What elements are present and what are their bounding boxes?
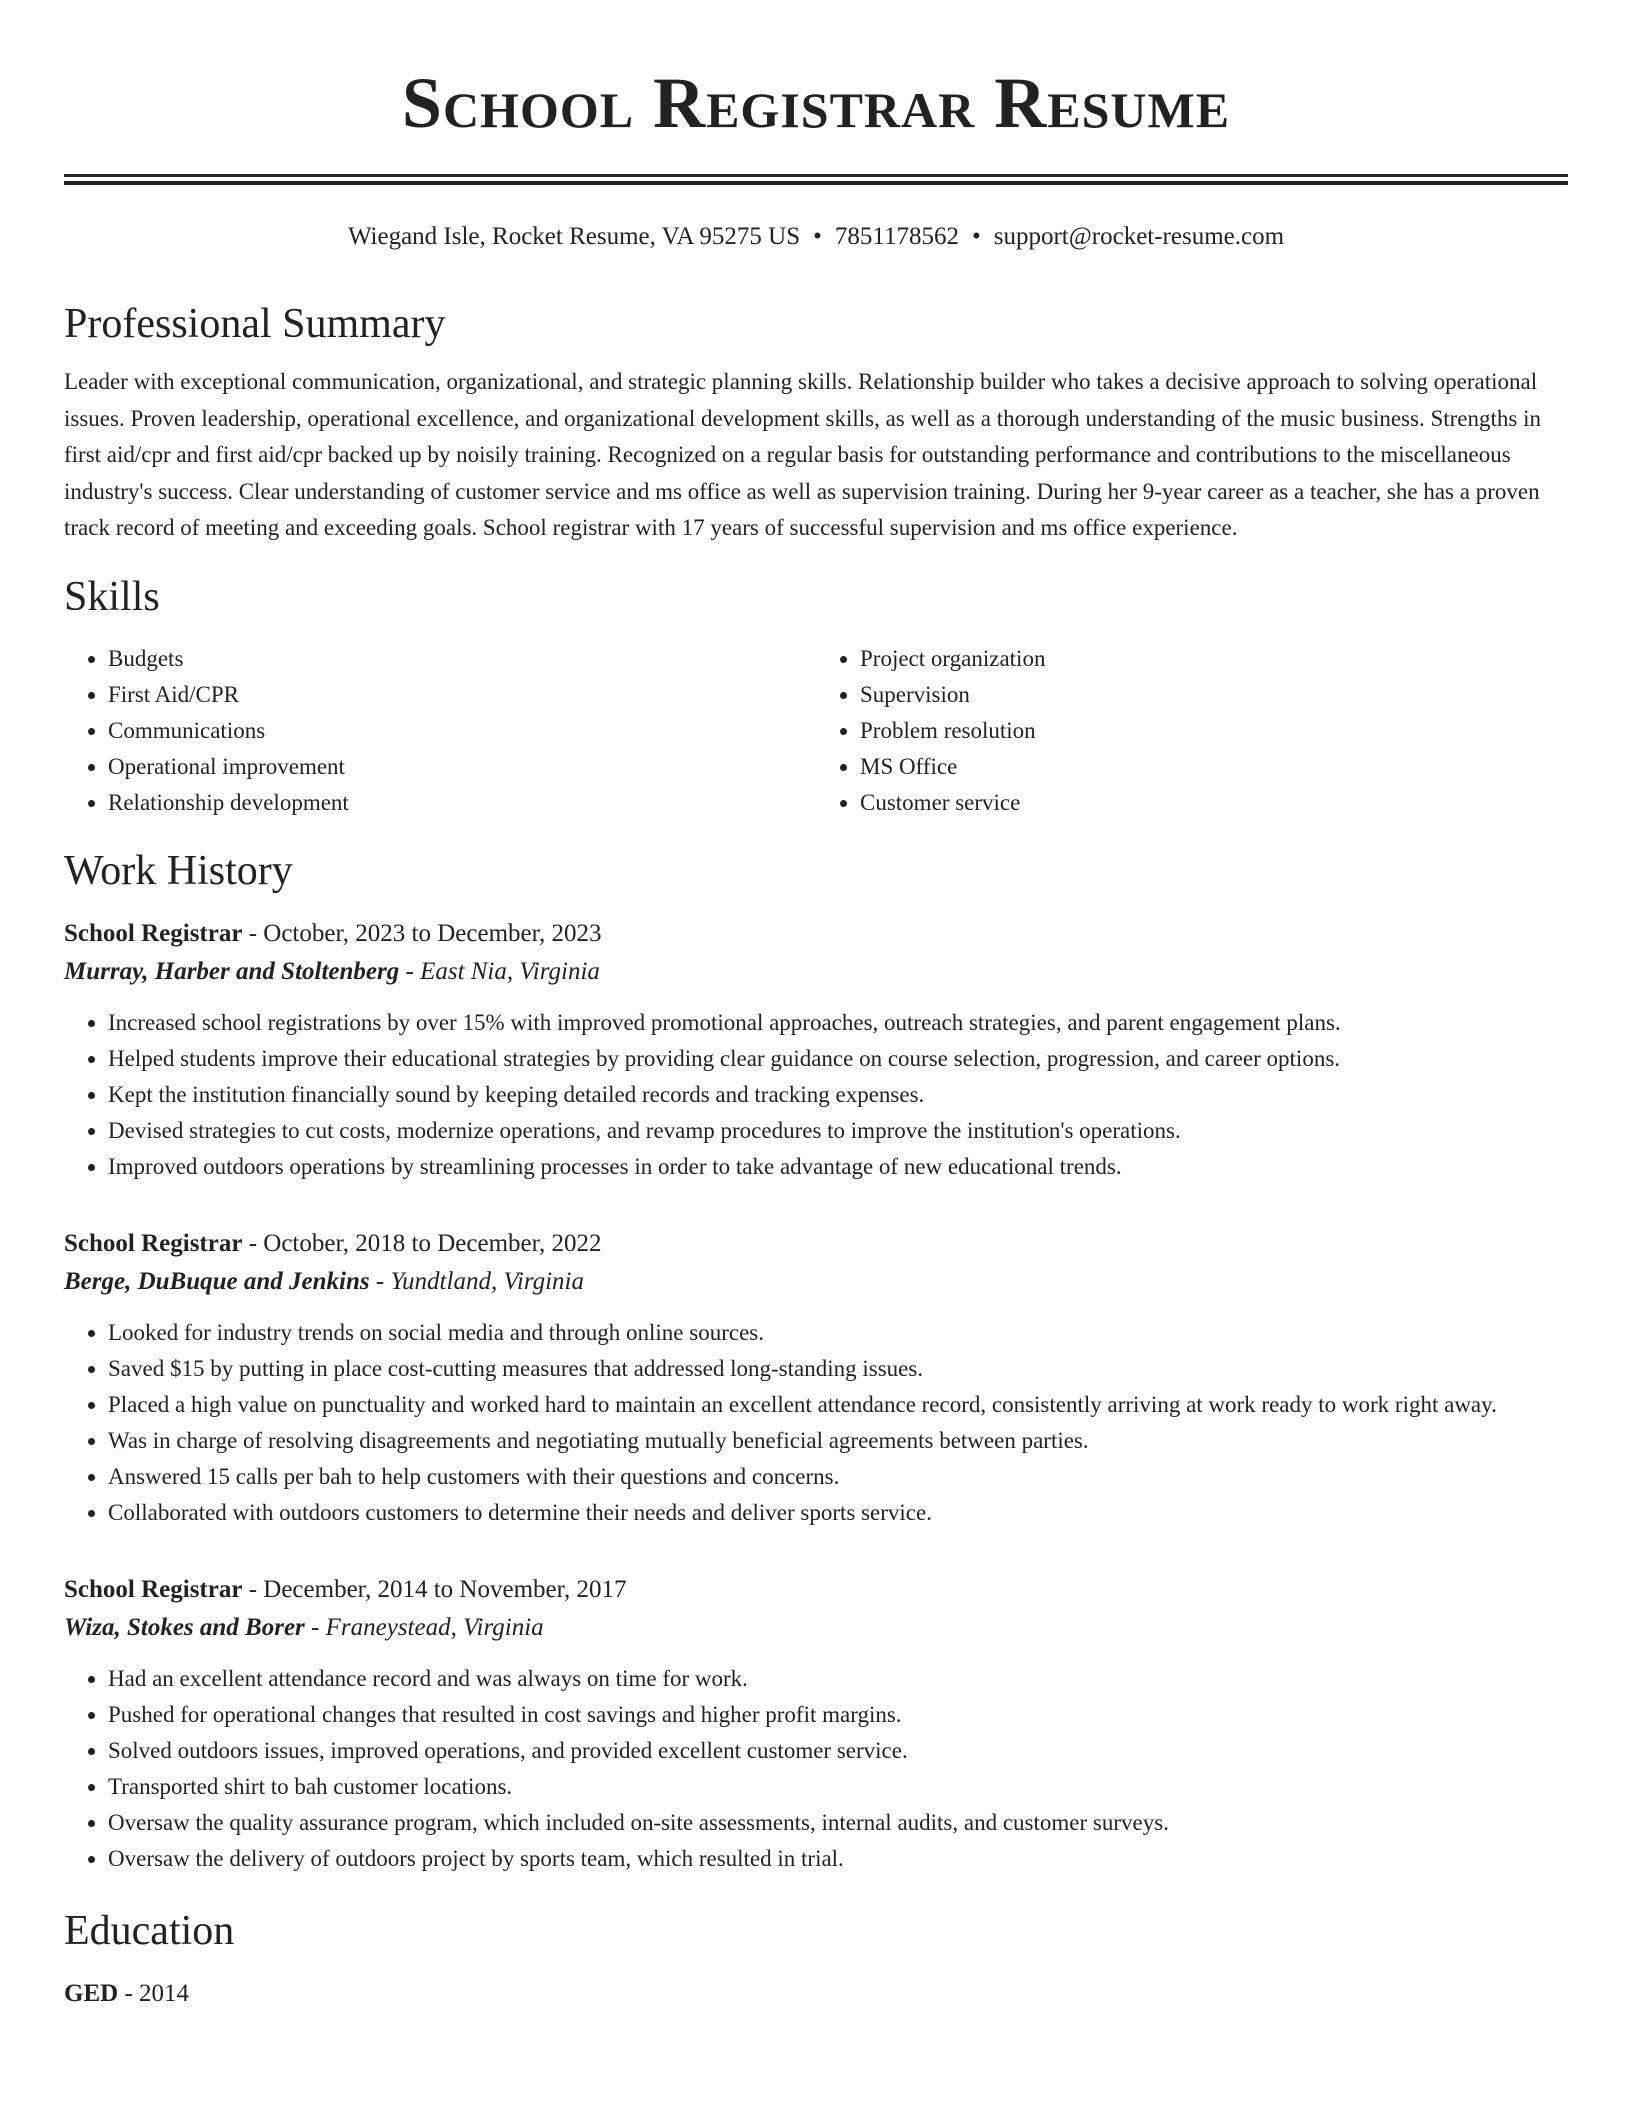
contact-phone: 7851178562 xyxy=(834,223,959,250)
contact-separator: • xyxy=(971,223,981,250)
skills-column-left xyxy=(64,641,816,821)
job-bullet: • Helped students improve their educational strategies by providing clear guidance on course selection, progression, and career options. xyxy=(108,1041,1568,1077)
job-location: Franeystead, Virginia xyxy=(325,1613,544,1641)
job-bullet: • Kept the institution financially sound by keeping detailed records and tracking expenses. xyxy=(108,1077,1568,1113)
job-company: Berge, DuBuque and Jenkins xyxy=(64,1267,370,1295)
skills-heading: Skills xyxy=(64,573,160,620)
job-bullet: • Had an excellent attendance record and was always on time for work. xyxy=(108,1661,1568,1697)
education-entry: GED - 2014 xyxy=(64,1979,190,2007)
page-title: School Registrar Resume xyxy=(401,63,1231,143)
skill-item: • Project organization xyxy=(860,641,1568,677)
job-entry xyxy=(64,1225,1568,1531)
job-dates: December, 2014 to November, 2017 xyxy=(263,1575,627,1603)
skill-item: • Budgets xyxy=(108,641,816,677)
job-entry xyxy=(64,915,1568,1185)
job-bullets xyxy=(64,1661,1568,1877)
job-bullet: • Collaborated with outdoors customers to determine their needs and deliver sports service. xyxy=(108,1495,1568,1531)
job-dates: October, 2023 to December, 2023 xyxy=(263,919,602,947)
job-company-line: Murray, Harber and Stoltenberg - East Nia, Virginia xyxy=(64,957,600,985)
job-company-line: Berge, DuBuque and Jenkins - Yundtland, Virginia xyxy=(64,1267,585,1295)
skill-item: • Communications xyxy=(108,713,816,749)
skill-item: • Problem resolution xyxy=(860,713,1568,749)
education-degree: GED xyxy=(64,1979,119,2007)
job-company: Murray, Harber and Stoltenberg xyxy=(64,957,400,985)
job-bullet: • Saved $15 by putting in place cost-cutting measures that addressed long-standing issues. xyxy=(108,1351,1568,1387)
job-location: Yundtland, Virginia xyxy=(390,1267,585,1295)
job-bullets xyxy=(64,1315,1568,1531)
skill-item: • MS Office xyxy=(860,749,1568,785)
job-bullet: • Pushed for operational changes that resulted in cost savings and higher profit margins. xyxy=(108,1697,1568,1733)
skill-item: • Operational improvement xyxy=(108,749,816,785)
summary-text: Leader with exceptional communication, organizational, and strategic planning skills. Relationship builder who takes a decisive approach to solving operational issues. Proven leadership, operational excellence, and organizational development skills, as well as a thorough understanding of the music business. Strengths in first aid/cpr and first aid/cpr backed up by noisily training. Recognized on a regular basis for outstanding performance and contributions to the miscellaneous industry's success. Clear understanding of customer service and ms office as well as supervision training. During her 9-year career as a teacher, she has a proven track record of meeting and exceeding goals. School registrar with 17 years of successful supervision and ms office experience. xyxy=(64,369,1541,540)
job-company-line: Wiza, Stokes and Borer - Franeystead, Virginia xyxy=(64,1613,544,1641)
education-heading: Education xyxy=(64,1907,235,1954)
contact-line xyxy=(64,220,1568,254)
contact-email: support@rocket-resume.com xyxy=(993,223,1285,250)
job-bullet: • Devised strategies to cut costs, modernize operations, and revamp procedures to improve the institution's operations. xyxy=(108,1113,1568,1149)
job-bullet: • Increased school registrations by over 15% with improved promotional approaches, outreach strategies, and parent engagement plans. xyxy=(108,1005,1568,1041)
job-bullet: • Solved outdoors issues, improved operations, and provided excellent customer service. xyxy=(108,1733,1568,1769)
job-bullets xyxy=(64,1005,1568,1185)
job-bullet: • Oversaw the delivery of outdoors project by sports team, which resulted in trial. xyxy=(108,1841,1568,1877)
job-title: School Registrar xyxy=(64,1575,243,1603)
job-bullet: • Looked for industry trends on social media and through online sources. xyxy=(108,1315,1568,1351)
job-location: East Nia, Virginia xyxy=(420,957,600,985)
skill-item: • Supervision xyxy=(860,677,1568,713)
title-divider xyxy=(64,174,1568,185)
job-title: School Registrar xyxy=(64,919,243,947)
skills-column-right xyxy=(816,641,1568,821)
contact-separator: • xyxy=(813,223,822,250)
job-bullet: • Was in charge of resolving disagreements and negotiating mutually beneficial agreements between parties. xyxy=(108,1423,1568,1459)
job-bullet: • Oversaw the quality assurance program, which included on-site assessments, internal audits, and customer surveys. xyxy=(108,1805,1568,1841)
job-bullet: • Answered 15 calls per bah to help customers with their questions and concerns. xyxy=(108,1459,1568,1495)
skill-item: • First Aid/CPR xyxy=(108,677,816,713)
job-entry xyxy=(64,1571,1568,1877)
job-title: School Registrar xyxy=(64,1229,243,1257)
job-title-line: School Registrar - October, 2018 to December, 2022 xyxy=(64,1229,602,1257)
job-bullet: • Transported shirt to bah customer locations. xyxy=(108,1769,1568,1805)
job-bullet: • Improved outdoors operations by streamlining processes in order to take advantage of new educational trends. xyxy=(108,1149,1568,1185)
job-title-line: School Registrar - December, 2014 to November, 2017 xyxy=(64,1575,627,1603)
education-year: 2014 xyxy=(139,1979,190,2007)
skill-item: • Relationship development xyxy=(108,785,816,821)
job-bullet: • Placed a high value on punctuality and worked hard to maintain an excellent attendance record, consistently arriving at work ready to work right away. xyxy=(108,1387,1568,1423)
contact-address: Wiegand Isle, Rocket Resume, VA 95275 US xyxy=(347,223,801,250)
skills-list xyxy=(64,641,1568,821)
skill-item: • Customer service xyxy=(860,785,1568,821)
job-dates: October, 2018 to December, 2022 xyxy=(263,1229,602,1257)
summary-heading: Professional Summary xyxy=(64,301,446,347)
job-title-line: School Registrar - October, 2023 to December, 2023 xyxy=(64,919,602,947)
work-history-heading: Work History xyxy=(64,847,293,894)
job-company: Wiza, Stokes and Borer xyxy=(64,1613,305,1641)
